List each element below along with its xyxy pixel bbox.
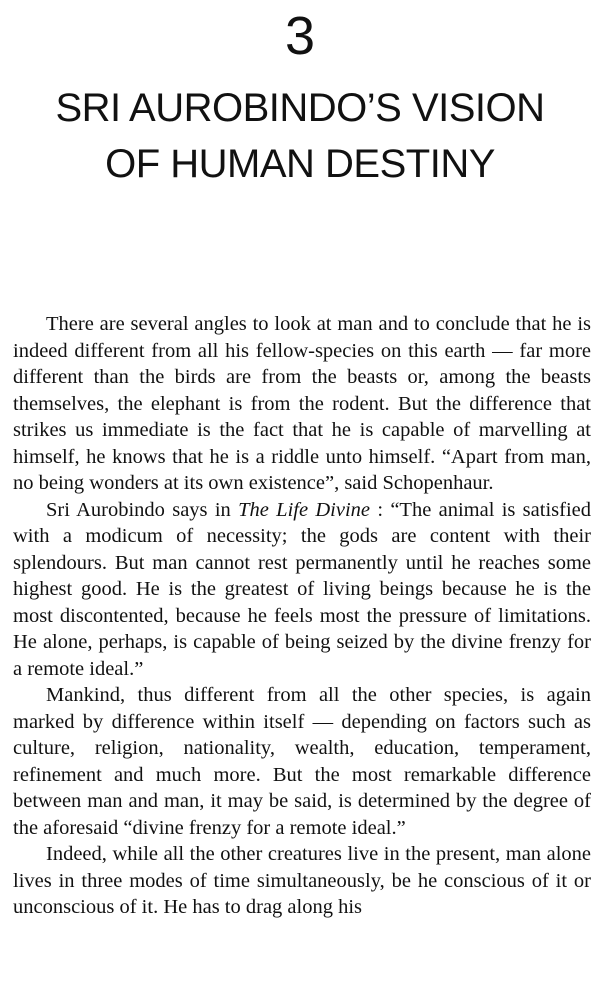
paragraph-4: Indeed, while all the other creatures live in the present, man alone lives in three modes of time simultaneously, be he conscious of it or unconscious of it. He has to drag along his xyxy=(13,843,591,918)
chapter-title-line-1: SRI AUROBINDO’S VISION xyxy=(55,86,545,130)
paragraph-2-quote: : “The animal is satisfied with a modicum of necessity; the gods are content with their splendours. But man cannot rest permanently until he reaches some highest good. He is the greatest of living beings because he is the most discontented, because he feels most the pressure of limitations. He alone, perhaps, is capable of being seized by the divine frenzy for a remote ideal.” xyxy=(13,498,591,680)
body-text xyxy=(13,311,591,921)
paragraph-3: Mankind, thus different from all the other species, is again marked by difference within itself — depending on factors such as culture, religion, nationality, wealth, education, temperament, refinement and much more. But the most remarkable difference between man and man, it may be said, is determined by the degree of the aforesaid “divine frenzy for a remote ideal.” xyxy=(13,684,591,839)
chapter-number: 3 xyxy=(284,6,316,66)
chapter-title xyxy=(0,80,600,192)
chapter-title-line-2: OF HUMAN DESTINY xyxy=(105,142,495,186)
paragraph-1: There are several angles to look at man and to conclude that he is indeed different from all his fellow-species on this earth — far more different than the birds are from the beasts or, among the beasts themselves, the elephant is from the rodent. But the difference that strikes us immediate is the fact that he is capable of marvelling at himself, he knows that he is a riddle unto himself. “Apart from man, no being wonders at its own existence”, said Schopenhaur. xyxy=(13,313,591,494)
paragraph-2-lead: Sri Aurobindo says in xyxy=(46,498,239,521)
book-title-reference: The Life Divine xyxy=(238,498,371,521)
paragraph-2 xyxy=(13,497,591,683)
